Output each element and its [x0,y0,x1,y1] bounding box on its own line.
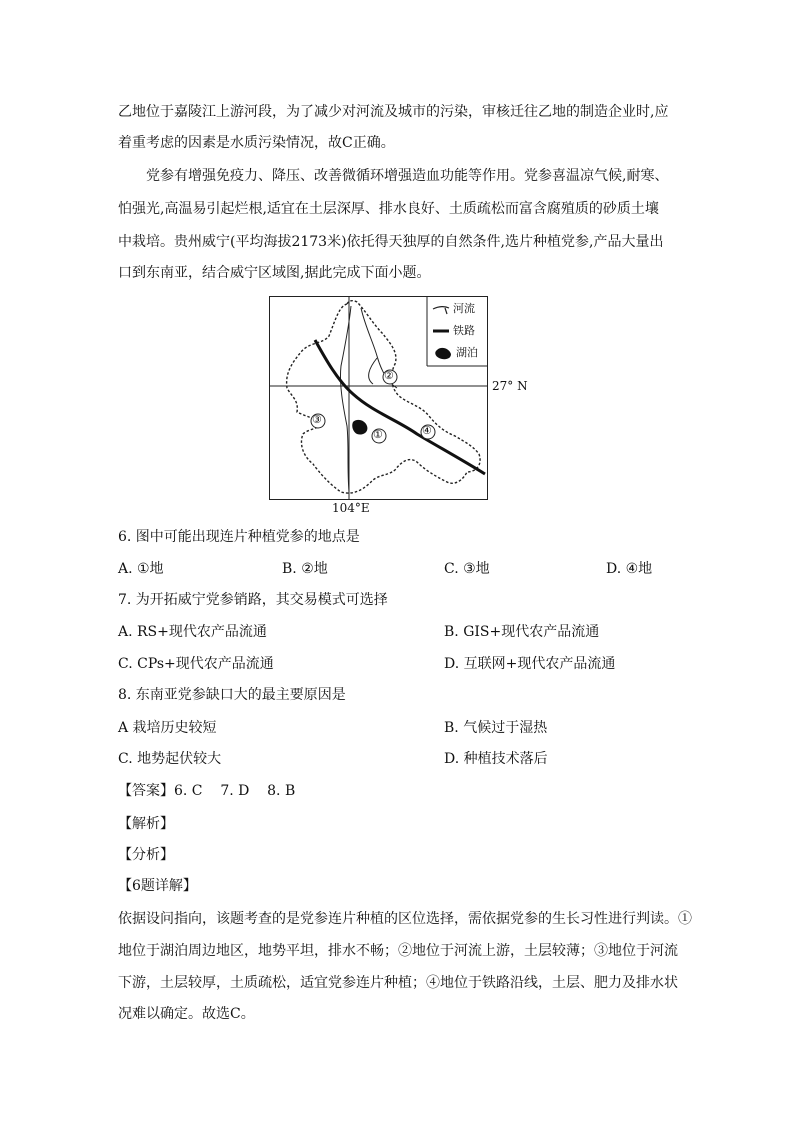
answer-key: 【答案】6. C 7. D 8. B [118,783,296,799]
point-1-label: ① [373,428,383,441]
lake [352,420,367,435]
passage-line: 乙地位于嘉陵江上游河段，为了减少对河流及城市的污染，审核迁往乙地的制造企业时,应 [118,104,669,120]
region-boundary [287,301,480,493]
passage-line: 党参有增强免疫力、降压、改善微循环增强造血功能等作用。党参喜温凉气候,耐寒、 [146,168,669,184]
question-8-stem: 8. 东南亚党参缺口大的最主要原因是 [118,687,346,703]
q7-option-d: D. 互联网+现代农产品流通 [444,656,616,672]
passage-line: 怕强光,高温易引起烂根,适宜在土层深厚、排水良好、土质疏松而富含腐殖质的砂质土壤 [118,201,659,217]
analysis-heading: 【解析】 [118,816,174,832]
legend-railway-label: 铁路 [453,324,475,337]
point-2-label: ② [384,369,394,382]
question-6-stem: 6. 图中可能出现连片种植党参的地点是 [118,529,360,545]
fenxi-heading: 【分析】 [118,847,174,863]
railway [315,340,485,474]
q8-option-d: D. 种植技术落后 [444,751,548,767]
latitude-label: 27° N [492,379,528,393]
legend-lake-symbol [435,348,451,359]
q6-option-a: A. ①地 [118,561,164,577]
detail-line: 依据设问指向，该题考查的是党参连片种植的区位选择，需依据党参的生长习性进行判读。① [118,911,692,927]
q7-option-a: A. RS+现代农产品流通 [118,624,267,640]
q6-detail-heading: 【6题详解】 [118,878,197,894]
q7-option-b: B. GIS+现代农产品流通 [444,624,600,640]
passage-line: 着重考虑的因素是水质污染情况，故C正确。 [118,135,395,151]
longitude-label: 104°E [332,501,370,515]
river [369,358,377,384]
detail-line: 下游，土层较厚，土质疏松，适宜党参连片种植；④地位于铁路沿线，土层、肥力及排水状 [118,975,678,991]
question-7-stem: 7. 为开拓威宁党参销路，其交易模式可选择 [118,592,388,608]
q8-option-b: B. 气候过于湿热 [444,720,548,736]
detail-line: 地位于湖泊周边地区，地势平坦，排水不畅；②地位于河流上游，土层较薄；③地位于河流 [118,943,678,959]
point-4-label: ④ [422,424,432,437]
q7-option-c: C. CPs+现代农产品流通 [118,656,274,672]
legend-lake-label: 湖泊 [456,346,478,359]
point-3-label: ③ [312,413,322,426]
passage-line: 中栽培。贵州威宁(平均海拔2173米)依托得天独厚的自然条件,选片种植党参,产品大量出 [118,234,664,250]
q8-option-c: C. 地势起伏较大 [118,751,222,767]
legend-river-symbol [433,307,449,314]
q8-option-a: A 栽培历史较短 [118,720,217,736]
q6-option-c: C. ③地 [444,561,490,577]
legend-river-label: 河流 [453,302,475,315]
detail-line: 况难以确定。故选C。 [118,1006,255,1022]
passage-line: 口到东南亚，结合威宁区域图,据此完成下面小题。 [118,265,431,281]
q6-option-b: B. ②地 [282,561,328,577]
q6-option-d: D. ④地 [606,561,653,577]
